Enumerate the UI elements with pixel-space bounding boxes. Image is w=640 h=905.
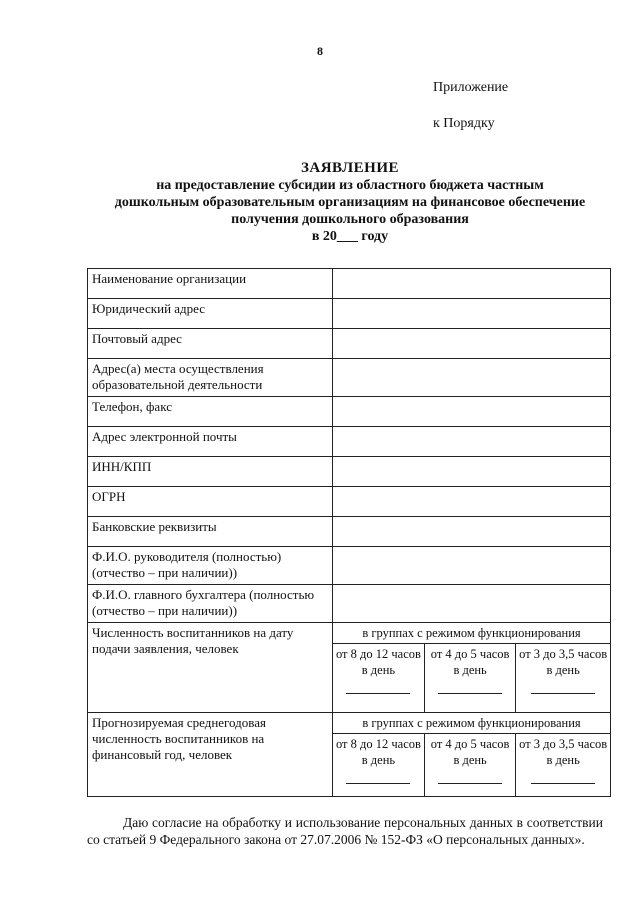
document-title: ЗАЯВЛЕНИЕ	[300, 160, 400, 176]
mode-label: от 4 до 5 часов в день	[430, 737, 510, 767]
entry-line	[438, 782, 502, 784]
field-value-cell[interactable]	[333, 457, 611, 487]
heading-line-4: в 20___ году	[311, 229, 389, 244]
mode-cell[interactable]	[424, 644, 515, 712]
form-row	[88, 517, 611, 547]
field-label: Адрес электронной почты	[88, 427, 333, 457]
consent-paragraph: Даю согласие на обработку и использование персональных данных в соответствии со статьей 9 Федерального закона от 27.07.2006 № 152-ФЗ «О персональных данных».	[87, 815, 603, 847]
form-row	[88, 269, 611, 299]
form-row	[88, 547, 611, 585]
field-label: ОГРН	[88, 487, 333, 517]
field-value-cell[interactable]	[333, 517, 611, 547]
form-row	[88, 585, 611, 623]
field-value-cell[interactable]	[333, 487, 611, 517]
field-label: Ф.И.О. руководителя (полностью) (отчество – при наличии))	[88, 547, 333, 585]
form-row-count-forecast	[88, 713, 611, 797]
mode-label: от 3 до 3,5 часов в день	[519, 737, 608, 767]
form-row	[88, 329, 611, 359]
field-value-cell[interactable]	[333, 269, 611, 299]
mode-label: от 8 до 12 часов в день	[335, 737, 421, 767]
form-row	[88, 299, 611, 329]
field-label: Почтовый адрес	[88, 329, 333, 359]
count-forecast-subtable	[333, 713, 610, 796]
application-form-table	[87, 268, 611, 797]
form-row	[88, 457, 611, 487]
field-value-cell[interactable]	[333, 299, 611, 329]
field-label: Банковские реквизиты	[88, 517, 333, 547]
form-row	[88, 359, 611, 397]
page-number: 8	[317, 44, 323, 58]
heading-line-3: получения дошкольного образования	[231, 212, 469, 227]
heading-line-2: дошкольным образовательным организациям на финансовое обеспечение	[114, 195, 586, 210]
count-current-label: Численность воспитанников на дату подачи заявления, человек	[88, 623, 333, 713]
entry-line	[438, 692, 502, 694]
field-label: Телефон, факс	[88, 397, 333, 427]
mode-cell[interactable]	[516, 644, 610, 712]
appendix-line-2: к Порядку	[433, 116, 495, 131]
mode-label: от 8 до 12 часов в день	[335, 647, 421, 677]
group-header: в группах с режимом функционирования	[333, 623, 610, 644]
mode-cell[interactable]	[424, 734, 515, 796]
field-label: Ф.И.О. главного бухгалтера (полностью (отчество – при наличии))	[88, 585, 333, 623]
mode-cell[interactable]	[516, 734, 610, 796]
field-value-cell[interactable]	[333, 427, 611, 457]
form-row-count-current	[88, 623, 611, 713]
entry-line	[346, 782, 410, 784]
mode-cell[interactable]	[333, 644, 424, 712]
appendix-line-1: Приложение	[433, 80, 509, 95]
mode-label: от 4 до 5 часов в день	[430, 647, 510, 677]
form-row	[88, 397, 611, 427]
field-label: Юридический адрес	[88, 299, 333, 329]
document-heading	[70, 160, 630, 245]
count-current-group	[333, 623, 611, 713]
entry-line	[531, 782, 595, 784]
mode-cell[interactable]	[333, 734, 424, 796]
appendix-reference	[433, 70, 508, 142]
field-label: ИНН/КПП	[88, 457, 333, 487]
field-value-cell[interactable]	[333, 397, 611, 427]
entry-line	[346, 692, 410, 694]
count-forecast-label: Прогнозируемая среднегодовая численность воспитанников на финансовый год, человек	[88, 713, 333, 797]
field-label: Наименование организации	[88, 269, 333, 299]
group-header: в группах с режимом функционирования	[333, 713, 610, 734]
mode-label: от 3 до 3,5 часов в день	[519, 647, 608, 677]
field-label: Адрес(а) места осуществления образовательной деятельности	[88, 359, 333, 397]
field-value-cell[interactable]	[333, 585, 611, 623]
field-value-cell[interactable]	[333, 547, 611, 585]
heading-line-1: на предоставление субсидии из областного бюджета частным	[156, 178, 544, 193]
field-value-cell[interactable]	[333, 329, 611, 359]
form-row	[88, 487, 611, 517]
entry-line	[531, 692, 595, 694]
count-current-subtable	[333, 623, 610, 712]
field-value-cell[interactable]	[333, 359, 611, 397]
count-forecast-group	[333, 713, 611, 797]
form-row	[88, 427, 611, 457]
